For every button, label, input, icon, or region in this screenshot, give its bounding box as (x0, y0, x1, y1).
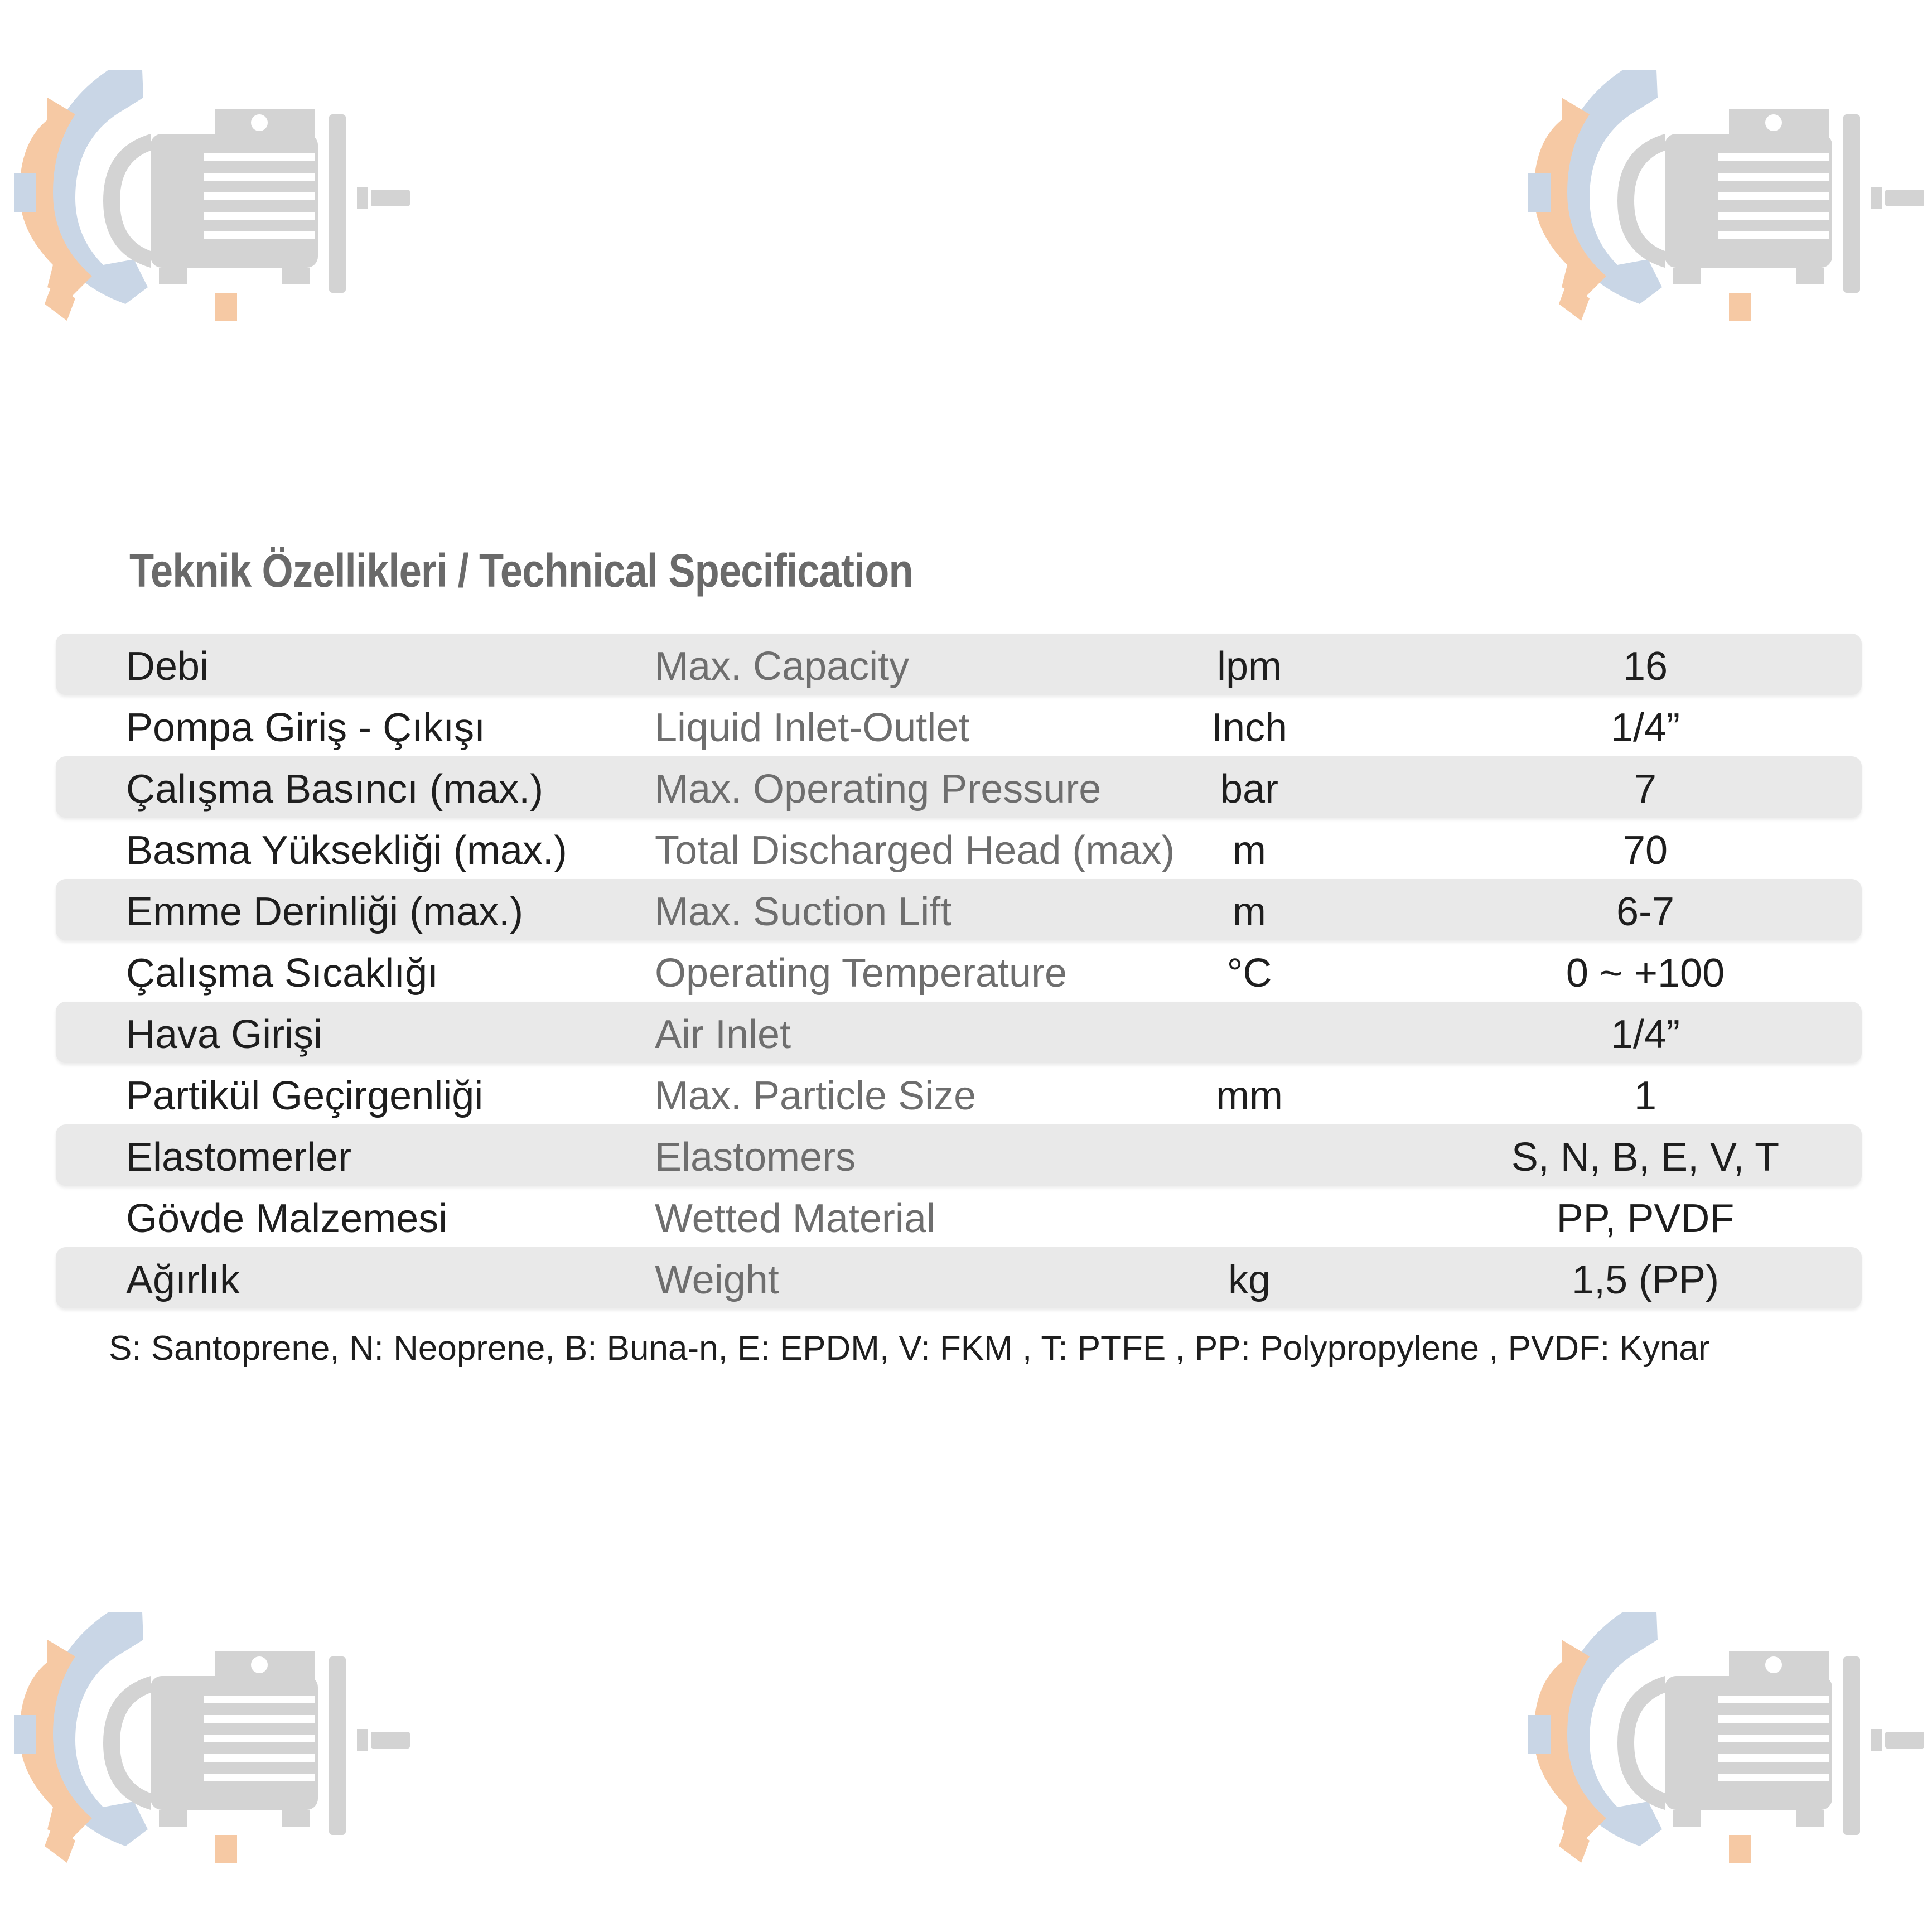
spec-name-en: Max. Capacity (655, 644, 910, 689)
watermark-logo-bottom-right (1528, 1595, 1930, 1874)
table-row (56, 818, 1862, 879)
spec-value: 1/4” (1610, 706, 1680, 750)
watermark-logo-top-left (14, 53, 416, 332)
spec-name-tr: Hava Girişi (126, 1012, 323, 1057)
material-legend-footnote: S: Santoprene, N: Neoprene, B: Buna-n, E: EPDM, V: FKM , T: PTFE , PP: Polypropylene , PVDF: Kynar (109, 1329, 1710, 1368)
spec-name-tr: Gövde Malzemesi (126, 1196, 448, 1241)
spec-value: 1,5 (PP) (1571, 1258, 1720, 1302)
spec-unit: m (1233, 828, 1266, 873)
watermark-logo-top-right (1528, 53, 1930, 332)
table-row (56, 879, 1862, 940)
spec-value: PP, PVDF (1556, 1196, 1735, 1241)
table-row (56, 1002, 1862, 1063)
spec-name-en: Liquid Inlet-Outlet (655, 706, 970, 750)
spec-name-en: Max. Operating Pressure (655, 767, 1102, 812)
spec-unit (1194, 1002, 1305, 1063)
spec-value: S, N, B, E, V, T (1511, 1135, 1780, 1180)
table-row (56, 1063, 1862, 1124)
spec-unit: °C (1226, 951, 1272, 996)
spec-name-tr: Çalışma Sıcaklığı (126, 951, 439, 996)
spec-name-en: Max. Particle Size (655, 1074, 977, 1118)
table-row (56, 1124, 1862, 1186)
spec-unit (1194, 1124, 1305, 1186)
spec-value: 1 (1634, 1074, 1657, 1118)
spec-name-tr: Emme Derinliği (max.) (126, 890, 524, 934)
spec-unit: Inch (1211, 706, 1288, 750)
spec-value: 6-7 (1616, 890, 1675, 934)
spec-unit: lpm (1216, 644, 1282, 689)
spec-name-tr: Pompa Giriş - Çıkışı (126, 706, 486, 750)
spec-value: 1/4” (1610, 1012, 1680, 1057)
spec-value: 70 (1622, 828, 1668, 873)
spec-name-en: Elastomers (655, 1135, 856, 1180)
spec-name-en: Air Inlet (655, 1012, 791, 1057)
spec-name-tr: Çalışma Basıncı (max.) (126, 767, 544, 812)
spec-name-tr: Elastomerler (126, 1135, 352, 1180)
watermark-logo-bottom-left (14, 1595, 416, 1874)
spec-name-tr: Ağırlık (126, 1258, 240, 1302)
spec-name-tr: Debi (126, 644, 209, 689)
spec-name-tr: Partikül Geçirgenliği (126, 1074, 484, 1118)
motor-gear-logo-icon (14, 53, 416, 332)
table-row (56, 756, 1862, 818)
spec-unit: bar (1220, 767, 1279, 812)
spec-unit: kg (1228, 1258, 1271, 1302)
spec-name-en: Operating Temperature (655, 951, 1068, 996)
motor-gear-logo-icon (1528, 1595, 1930, 1874)
spec-unit: mm (1216, 1074, 1283, 1118)
motor-gear-logo-icon (1528, 53, 1930, 332)
table-row (56, 695, 1862, 756)
spec-unit: m (1233, 890, 1266, 934)
spec-name-en: Max. Suction Lift (655, 890, 952, 934)
table-row (56, 940, 1862, 1002)
spec-name-en: Total Discharged Head (max) (655, 828, 1175, 873)
spec-name-en: Weight (655, 1258, 779, 1302)
table-row (56, 1186, 1862, 1247)
spec-value: 7 (1634, 767, 1657, 812)
spec-table (56, 634, 1862, 1308)
table-row (56, 634, 1862, 695)
motor-gear-logo-icon (14, 1595, 416, 1874)
spec-name-tr: Basma Yüksekliği (max.) (126, 828, 567, 873)
spec-title: Teknik Özellikleri / Technical Specification (129, 544, 913, 597)
spec-unit (1194, 1186, 1305, 1247)
spec-value: 16 (1622, 644, 1668, 689)
table-row (56, 1247, 1862, 1308)
spec-name-en: Wetted Material (655, 1196, 935, 1241)
spec-value: 0 ~ +100 (1566, 951, 1725, 996)
